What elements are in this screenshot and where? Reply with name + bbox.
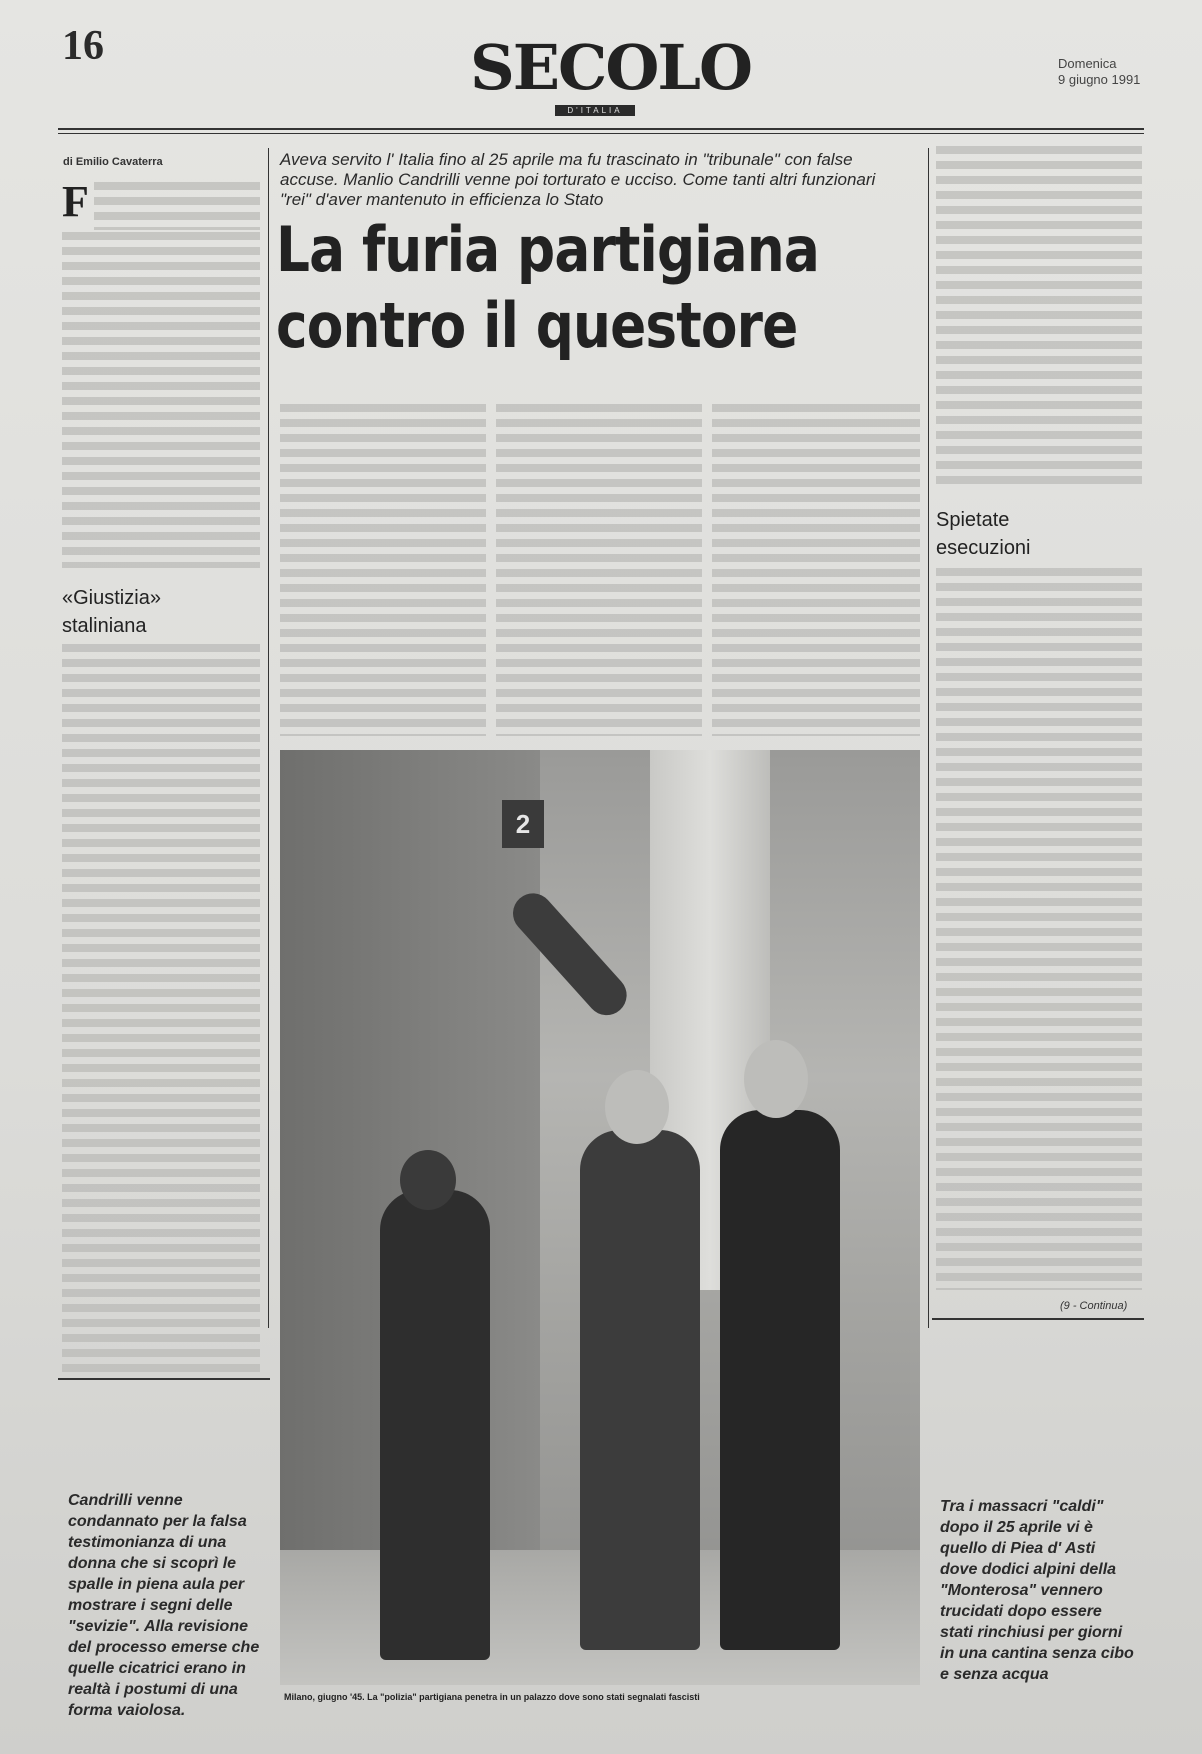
subhead-spietate-line-1: Spietate [936, 509, 1010, 531]
subhead-giustizia [62, 584, 161, 640]
continua-note: (9 - Continua) [1060, 1300, 1128, 1312]
subhead-giustizia-line-1: «Giustizia» [62, 587, 161, 609]
photograph [280, 750, 920, 1685]
drop-cap: F [62, 177, 89, 226]
photo-figure-pointing [580, 1130, 700, 1650]
page-number: 16 [62, 23, 104, 69]
header-rule [58, 128, 1144, 130]
headline-line-2: contro il questore [276, 289, 798, 362]
subhead-spietate-line-2: esecuzioni [936, 537, 1031, 559]
issue-day: 9 giugno 1991 [1058, 72, 1141, 87]
body-text-column-5a [936, 146, 1142, 486]
pullquote-right: Tra i massacri "caldi" dopo il 25 aprile vi è quello di Piea d' Asti dove dodici alpini della "Monterosa" vennero trucidati dopo essere stati rinchiusi per giorni in una cantina senza cibo e senza acqua [940, 1498, 1134, 1683]
body-text-column-2 [280, 404, 486, 736]
header-rule-thin [58, 133, 1144, 134]
kicker: Aveva servito l' Italia fino al 25 aprile ma fu trascinato in "tribunale" con false accuse. Manlio Candrilli venne poi torturato e ucciso. Come tanti altri funzionari "rei" d'aver mantenuto in efficienza lo Stato [280, 150, 876, 209]
headline-line-1: La furia partigiana [276, 213, 820, 286]
body-text-column-5b [936, 568, 1142, 1290]
photo-house-number-sign: 2 [502, 800, 544, 848]
subhead-spietate [936, 506, 1031, 562]
body-text-column-1c [62, 644, 260, 1376]
headline [276, 212, 826, 364]
masthead-subtitle: D'ITALIA [555, 105, 634, 116]
photo-caption: Milano, giugno '45. La "polizia" partigiana penetra in un palazzo dove sono stati segnalati fascisti [284, 1692, 700, 1702]
body-text-column-1b [62, 232, 260, 568]
body-text-column-3 [496, 404, 702, 736]
photo-figure-left-head [400, 1150, 456, 1210]
byline: di Emilio Cavaterra [63, 156, 163, 168]
column-rule [268, 148, 269, 1328]
pullquote-right-rule [932, 1318, 1144, 1320]
pullquote-left: Candrilli venne condannato per la falsa testimonianza di una donna che si scoprì le spalle in piena aula per mostrare i segni delle "sevizie". Alla revisione del processo emerse che quelle cicatrici erano in realtà i postumi di una forma vaiolosa. [68, 1492, 260, 1719]
photo-figure-right [720, 1110, 840, 1650]
issue-date [1058, 56, 1140, 88]
subhead-giustizia-line-2: staliniana [62, 615, 147, 637]
body-text-column-4 [712, 404, 920, 736]
issue-weekday: Domenica [1058, 56, 1117, 71]
pullquote-left-rule [58, 1378, 270, 1380]
masthead-title: SECOLO [470, 31, 751, 104]
photo-figure-right-head [744, 1040, 808, 1118]
body-text-column-1a [94, 182, 260, 230]
masthead [470, 31, 751, 118]
photo-figure-left [380, 1190, 490, 1660]
column-rule [928, 148, 929, 1328]
photo-figure-pointing-head [605, 1070, 669, 1144]
